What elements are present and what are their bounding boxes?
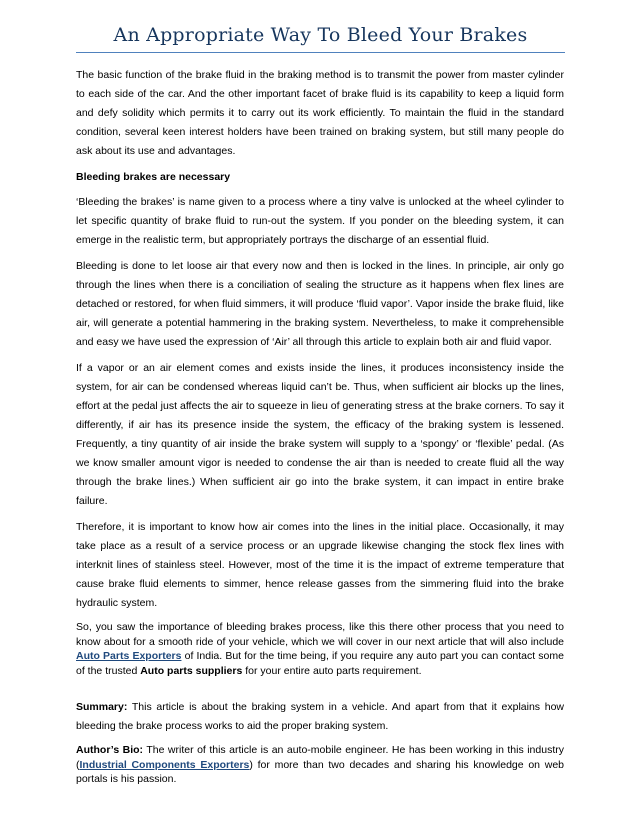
author-bio-text-2: ) for more than two decades and sharing his knowledge on web portals is his passion. (76, 758, 564, 785)
paragraph-5-text-2: of India. But for the time being, if you require any auto part you can contact some of the trusted (76, 650, 564, 677)
paragraph-5-text-3: for your entire auto parts requirement. (242, 664, 422, 677)
spacer (76, 685, 564, 698)
author-bio-label: Author’s Bio: (76, 744, 144, 756)
summary-label: Summary: (76, 701, 128, 713)
paragraph-5 (76, 620, 564, 678)
paragraph-3: If a vapor or an air element comes and exists inside the lines, it produces inconsistency inside the system, for air can be condensed whereas liquid can’t be. Thus, when sufficient air blocks up the lines, effort at the pedal just affects the air to squeeze in lieu of generating stress at the brake corners. To say it differently, if air has its presence inside the system, the efficacy of the braking system is lessened. Frequently, a tiny quantity of air inside the brake system will supply to a ‘spongy’ or ‘flexible’ pedal. (As we know smaller amount vigor is needed to condense the air than is needed to create fluid all the way through the brake lines.) When sufficient air go into the brake system, it can impact in entire brake failure. (76, 362, 564, 507)
section-heading: Bleeding brakes are necessary (76, 171, 231, 183)
paragraph-2: Bleeding is done to let loose air that every now and then is locked in the lines. In principle, air only go through the lines when there is a conciliation of sealing the structure as it happens when flex lines are detached or restored, for when fluid simmers, it will produce ‘fluid vapor’. Vapor inside the brake fluid, like air, will generate a potential hammering in the braking system. Nevertheless, to make it comprehensible and easy we have used the expression of ‘Air’ all through this article to explain both air and fluid vapor. (76, 260, 564, 348)
auto-parts-suppliers-bold: Auto parts suppliers (140, 664, 243, 677)
paragraph-5-text-1: So, you saw the importance of bleeding brakes process, like this there other process that you need to know about for a smooth ride of your vehicle, which we will cover in our next article that will also include (76, 621, 564, 648)
summary-paragraph (76, 698, 564, 736)
author-bio-text-1: The writer of this article is an auto-mobile engineer. He has been working in this industry ( (76, 744, 564, 771)
intro-paragraph: The basic function of the brake fluid in the braking method is to transmit the power from master cylinder to each side of the car. And the other important facet of brake fluid is its capability to keep a liquid form and defy solidity which permits it to carry out its work efficiently. To maintain the fluid in the standard condition, several keen interest holders have been trained on braking system, but still many people do ask about its use and advantages. (76, 69, 564, 157)
author-bio-paragraph (76, 743, 564, 787)
title-divider (76, 52, 565, 53)
industrial-components-exporters-link[interactable]: Industrial Components Exporters (79, 758, 250, 771)
auto-parts-exporters-link[interactable]: Auto Parts Exporters (76, 650, 182, 662)
page-title: An Appropriate Way To Bleed Your Brakes (113, 24, 528, 46)
article-body (76, 66, 564, 794)
paragraph-1: ‘Bleeding the brakes’ is name given to a process where a tiny valve is unlocked at the wheel cylinder to let specific quantity of brake fluid to run-out the system. If you ponder on the bleeding system, it can emerge in the realistic term, but appropriately portrays the discharge of an essential fluid. (76, 196, 564, 246)
paragraph-4: Therefore, it is important to know how air comes into the lines in the initial place. Occasionally, it may take place as a result of a service process or an upgrade likewise changing the stock flex lines with interknit lines of stainless steel. However, most of the time it is the impact of extreme temperature that cause brake fluid elements to simmer, hence release gasses from the simmering fluid into the brake hydraulic system. (76, 521, 564, 609)
summary-text: This article is about the braking system in a vehicle. And apart from that it explains how bleeding the brake process works to aid the proper braking system. (76, 701, 564, 732)
